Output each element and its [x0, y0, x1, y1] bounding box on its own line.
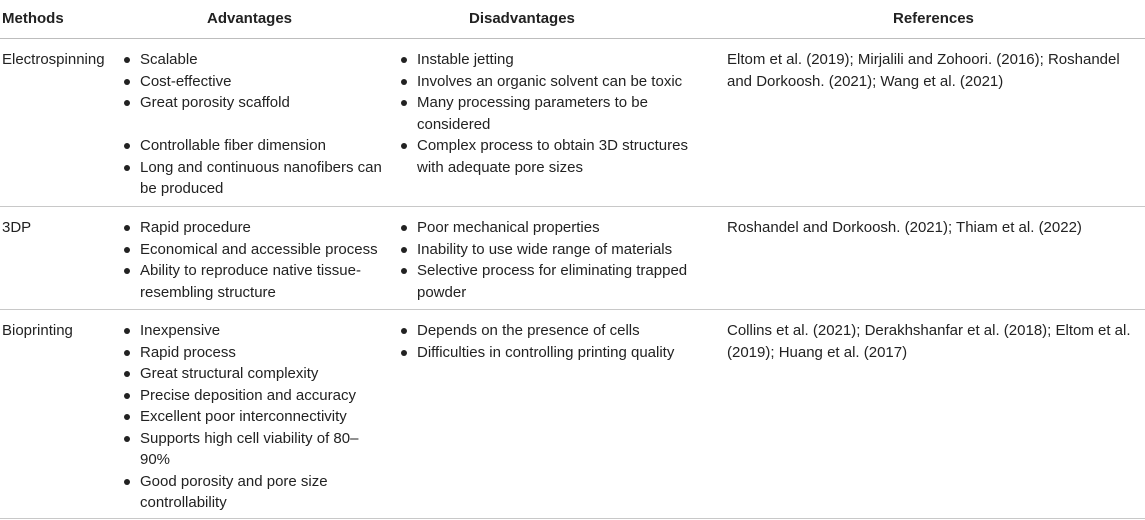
table-row [0, 39, 1145, 207]
method-cell: Bioprinting [2, 322, 73, 339]
list-item: Instable jetting [399, 49, 709, 71]
disadvantages-list [399, 217, 709, 303]
references-cell: Roshandel and Dorkoosh. (2021); Thiam et al. (2022) [727, 219, 1082, 236]
header-advantages: Advantages [207, 10, 293, 27]
header-references: References [893, 10, 974, 27]
list-item: Supports high cell viability of 80–90% [122, 428, 384, 471]
method-cell: 3DP [2, 219, 32, 236]
advantages-list [122, 217, 384, 303]
list-item: Poor mechanical properties [399, 217, 709, 239]
list-item: Precise deposition and accuracy [122, 385, 384, 407]
header-disadvantages: Disadvantages [469, 10, 575, 27]
list-item: Great structural complexity [122, 363, 384, 385]
list-item: Controllable fiber dimension [122, 135, 384, 157]
disadvantages-list [399, 49, 709, 178]
table-header-row [0, 0, 1145, 39]
list-item: Scalable [122, 49, 384, 71]
list-item: Complex process to obtain 3D structures with adequate pore sizes [399, 135, 709, 178]
table-row [0, 310, 1145, 519]
list-item: Rapid process [122, 342, 384, 364]
references-cell: Collins et al. (2021); Derakhshanfar et al. (2018); Eltom et al. (2019); Huang et al. (2017) [727, 322, 1131, 361]
list-item: Inexpensive [122, 320, 384, 342]
list-item: Good porosity and pore size controllability [122, 471, 384, 514]
list-item: Long and continuous nanofibers can be produced [122, 157, 384, 200]
list-item: Great porosity scaffold [122, 92, 384, 114]
advantages-list [122, 320, 384, 514]
list-item: Many processing parameters to be considered [399, 92, 709, 135]
list-item: Excellent poor interconnectivity [122, 406, 384, 428]
list-item: Rapid procedure [122, 217, 384, 239]
list-item: Depends on the presence of cells [399, 320, 709, 342]
header-methods: Methods [2, 10, 64, 27]
advantages-list [122, 49, 384, 200]
list-item: Selective process for eliminating trapped powder [399, 260, 709, 303]
disadvantages-list [399, 320, 709, 363]
list-item: Economical and accessible process [122, 239, 384, 261]
references-cell: Eltom et al. (2019); Mirjalili and Zohoori. (2016); Roshandel and Dorkoosh. (2021); Wang et al. (2021) [727, 51, 1120, 90]
method-cell: Electrospinning [2, 51, 105, 68]
list-item: Inability to use wide range of materials [399, 239, 709, 261]
table-row [0, 207, 1145, 310]
list-item: Cost-effective [122, 71, 384, 93]
list-item: Ability to reproduce native tissue-resembling structure [122, 260, 384, 303]
list-item: Difficulties in controlling printing quality [399, 342, 709, 364]
list-item: Involves an organic solvent can be toxic [399, 71, 709, 93]
